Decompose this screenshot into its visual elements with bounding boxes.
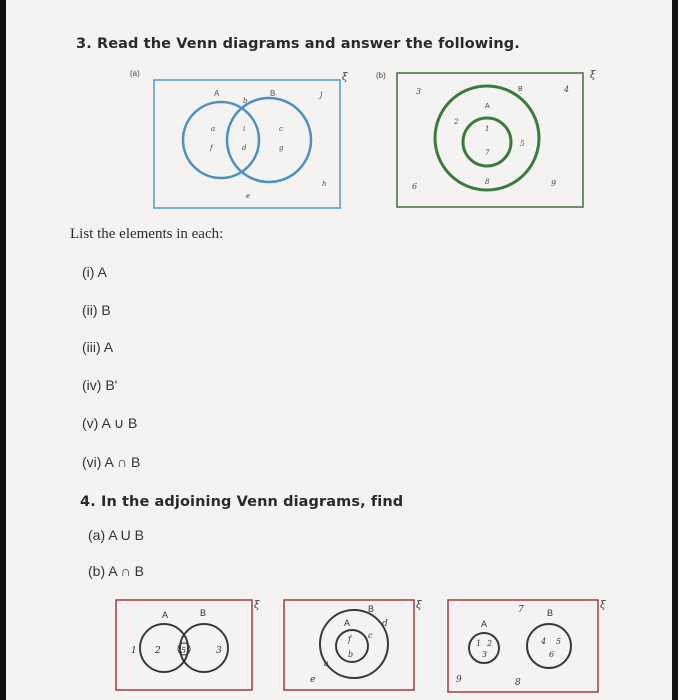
question-4-item-b: (b) A ∩ B: [88, 563, 144, 579]
diagram-b-element-1: 1: [485, 125, 490, 133]
diagram-a-element-b: b: [243, 97, 248, 105]
q4-d3-element-8: 8: [515, 678, 521, 688]
question-3-item-vi: (vi) A ∩ B: [82, 454, 141, 470]
q4-d3-element-9: 9: [456, 675, 462, 685]
q4-d2-set-a-label: A: [344, 618, 351, 628]
q4-d1-element-2: 2: [155, 646, 161, 656]
diagram-a-set-b-label: B: [270, 89, 276, 98]
diagram-b-set-a-label: A: [485, 103, 490, 110]
q4-d1-element-3: 3: [216, 646, 222, 656]
q4-d1-element-5: 5: [181, 646, 187, 655]
q4-d2-universal-box: [284, 600, 414, 690]
q4-d3-element-3: 3: [482, 650, 488, 659]
question-3-item-i: (i) A: [82, 264, 107, 280]
q4-venn-diagram-1: [114, 596, 264, 696]
q4-d3-element-7: 7: [518, 605, 524, 615]
q4-d3-element-6: 6: [549, 650, 555, 659]
diagram-b-element-2: 2: [454, 118, 459, 126]
diagram-a-set-a-label: A: [214, 89, 220, 98]
question-3-item-ii: (ii) B: [82, 302, 111, 318]
q4-d1-set-b-label: B: [200, 608, 207, 618]
diagram-a-element-g: g: [279, 144, 284, 152]
q4-d2-element-a: a: [324, 659, 329, 668]
q4-d3-set-b-label: B: [547, 608, 554, 618]
diagram-a-element-f: f: [210, 144, 213, 152]
q4-d3-element-2: 2: [487, 639, 493, 648]
diagram-b-set-b-label: B: [518, 86, 523, 93]
q4-venn-diagram-3: [446, 590, 611, 696]
q4-d2-element-f: f: [348, 635, 351, 644]
q4-d1-universal-box: [116, 600, 252, 690]
q4-d2-circle-b: [320, 610, 388, 678]
diagram-b-element-4: 4: [564, 85, 570, 94]
list-heading: List the elements in each:: [70, 226, 224, 242]
diagram-b-universal-symbol: ξ: [590, 70, 596, 81]
diagram-b-element-3: 3: [416, 87, 422, 96]
worksheet-page: [6, 0, 672, 700]
question-3-item-iii: (iii) A: [82, 339, 114, 355]
question-3-title: 3. Read the Venn diagrams and answer the following.: [76, 36, 520, 52]
diagram-b-label: (b): [376, 71, 386, 80]
venn-diagram-a: [116, 66, 356, 211]
diagram-a-circle-a: [183, 102, 259, 178]
diagram-a-element-i: i: [243, 125, 246, 133]
q4-venn-diagram-2: [282, 596, 432, 696]
diagram-b-element-7: 7: [485, 149, 490, 157]
q4-d2-universal-symbol: ξ: [416, 600, 422, 611]
diagram-b-element-8: 8: [485, 178, 490, 186]
q4-d2-element-e: e: [310, 675, 316, 685]
diagram-a-circle-b: [227, 98, 311, 182]
diagram-b-element-9: 9: [551, 179, 557, 188]
q4-d3-element-4: 4: [541, 637, 547, 646]
question-4-item-a: (a) A U B: [88, 527, 145, 543]
diagram-a-element-a: a: [211, 125, 216, 133]
q4-d3-universal-symbol: ξ: [600, 600, 606, 611]
diagram-a-label: (a): [130, 69, 140, 78]
q4-d3-set-a-label: A: [481, 619, 488, 629]
diagram-b-element-5: 5: [520, 140, 525, 148]
question-3-item-v: (v) A ∪ B: [82, 415, 138, 431]
q4-d1-element-1: 1: [131, 646, 137, 656]
diagram-a-element-j: j: [320, 90, 323, 99]
q4-d2-set-b-label: B: [368, 604, 375, 614]
diagram-b-circle-b: [435, 86, 539, 190]
q4-d2-element-d: d: [382, 619, 388, 629]
q4-d2-element-b: b: [348, 650, 354, 659]
diagram-a-element-e: e: [246, 192, 251, 200]
diagram-b-element-6: 6: [412, 182, 418, 191]
diagram-a-element-h: h: [322, 180, 327, 188]
q4-d1-universal-symbol: ξ: [254, 600, 260, 611]
question-4-title: 4. In the adjoining Venn diagrams, find: [80, 494, 404, 510]
photo-edge-right: [672, 0, 678, 700]
question-3-item-iv: (iv) B': [82, 377, 118, 393]
q4-d2-element-c: c: [368, 631, 373, 640]
diagram-a-element-c: c: [279, 125, 283, 133]
q4-d3-element-1: 1: [476, 639, 482, 648]
q4-d3-circle-b: [527, 624, 571, 668]
diagram-a-element-d: d: [242, 144, 247, 152]
q4-d3-element-5: 5: [556, 637, 562, 646]
diagram-a-universal-symbol: ξ: [342, 72, 348, 83]
q4-d1-set-a-label: A: [162, 610, 169, 620]
venn-diagram-b: [368, 64, 604, 212]
